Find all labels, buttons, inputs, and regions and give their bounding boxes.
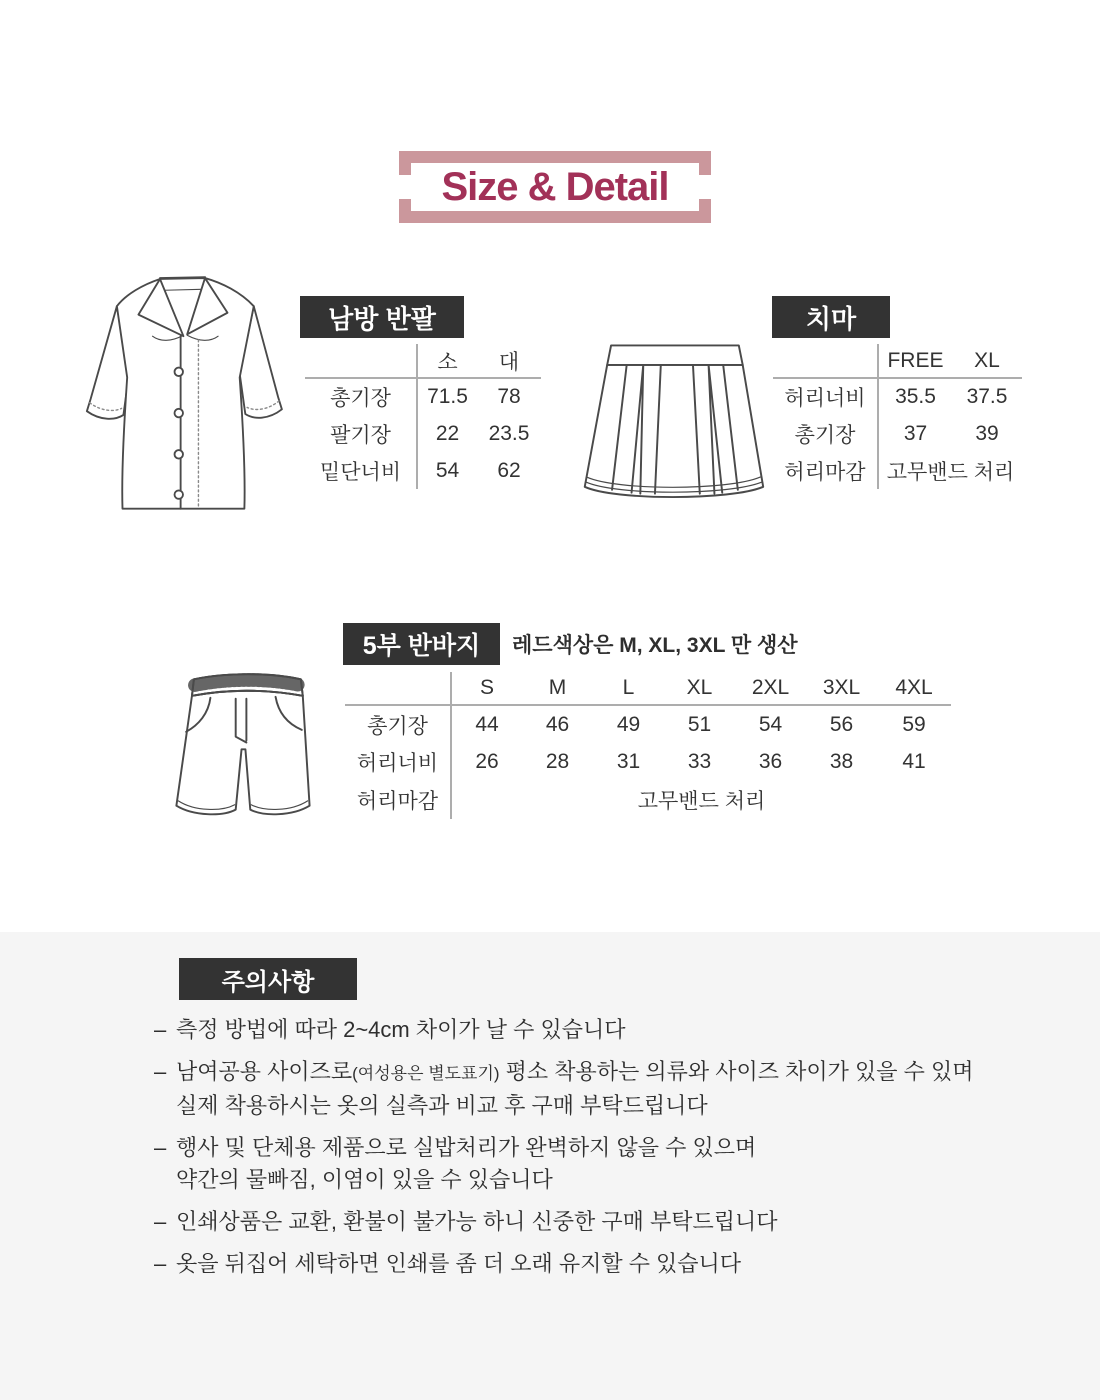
bullet-dash: – (154, 1209, 167, 1234)
skirt-label: 치마 (772, 296, 890, 338)
size-value: 33 (687, 750, 712, 773)
size-value-span: 고무밴드 처리 (637, 790, 766, 813)
row-label: 허리너비 (345, 743, 451, 781)
list-item (154, 1014, 1054, 1046)
precautions-list (154, 1014, 1054, 1290)
shirt-size-table (305, 344, 541, 489)
shorts-col-header: 4XL (877, 672, 951, 705)
size-value: 56 (829, 712, 854, 736)
skirt-col-header: FREE (878, 344, 952, 378)
size-value: 46 (545, 712, 570, 736)
size-value: 51 (687, 712, 712, 736)
row-label: 팔기장 (305, 415, 417, 452)
section-title (399, 151, 711, 223)
table-row (345, 743, 951, 781)
size-value: 78 (497, 385, 521, 408)
table-row (773, 415, 1022, 452)
shorts-label: 5부 반바지 (343, 623, 500, 665)
precautions-section (0, 932, 1100, 1400)
size-value: 41 (902, 750, 926, 773)
notice-text: 인쇄상품은 교환, 환불이 불가능 하니 신중한 구매 부탁드립니다 (176, 1209, 778, 1234)
table-row (305, 452, 541, 489)
notice-text: 측정 방법에 따라 2~4cm 차이가 날 수 있습니다 (176, 1017, 626, 1042)
row-label: 허리너비 (773, 378, 878, 415)
shorts-col-header: S (451, 672, 522, 705)
table-row (345, 781, 951, 819)
table-row (305, 378, 541, 415)
bullet-dash: – (154, 1059, 167, 1084)
shorts-col-header: L (593, 672, 664, 705)
shorts-production-note: 레드색상은 M, XL, 3XL 만 생산 (512, 634, 798, 657)
bullet-dash: – (154, 1135, 167, 1160)
list-item (154, 1206, 1054, 1238)
shorts-col-header: XL (664, 672, 735, 705)
notice-text: 행사 및 단체용 제품으로 실밥처리가 완벽하지 않을 수 있으며 (176, 1135, 757, 1160)
size-value: 49 (616, 712, 641, 736)
shirt-col-header: 소 (417, 344, 477, 378)
size-value: 26 (475, 750, 499, 773)
skirt-illustration (575, 335, 770, 507)
skirt-col-header: XL (952, 344, 1022, 378)
title-bracket-bottom (399, 211, 711, 223)
shirt-illustration (70, 263, 295, 535)
size-value: 22 (435, 421, 460, 445)
row-label: 총기장 (345, 705, 451, 743)
table-row (773, 378, 1022, 415)
row-label: 허리마감 (773, 452, 878, 489)
size-value: 71.5 (427, 385, 468, 408)
size-value: 37.5 (966, 385, 1008, 408)
shirt-label: 남방 반팔 (300, 296, 464, 338)
precautions-label: 주의사항 (179, 958, 357, 1000)
notice-text-small: (여성용은 별도표기) (352, 1064, 500, 1083)
table-row (305, 415, 541, 452)
row-label: 총기장 (773, 415, 878, 452)
size-value: 39 (975, 421, 999, 445)
shorts-illustration (150, 655, 335, 830)
row-label: 밑단너비 (305, 452, 417, 489)
notice-text: 옷을 뒤집어 세탁하면 인쇄를 좀 더 오래 유지할 수 있습니다 (176, 1251, 742, 1276)
size-value: 62 (497, 458, 521, 482)
shorts-col-header: 2XL (735, 672, 806, 705)
size-value: 54 (758, 712, 783, 736)
list-item (154, 1056, 1054, 1122)
shorts-col-header: 3XL (806, 672, 877, 705)
bullet-dash: – (154, 1251, 167, 1276)
size-value: 54 (435, 458, 460, 482)
size-value: 28 (545, 750, 570, 773)
size-value-span: 고무밴드 처리 (886, 460, 1015, 484)
list-item (154, 1132, 1054, 1196)
table-row (773, 452, 1022, 489)
notice-text: 약간의 물빠짐, 이염이 있을 수 있습니다 (176, 1167, 553, 1192)
page-title: Size & Detail (441, 164, 669, 209)
notice-text: 남여공용 사이즈로(여성용은 별도표기) 평소 착용하는 의류와 사이즈 차이가 있을 수 있며 (176, 1059, 974, 1084)
size-value: 37 (903, 421, 928, 445)
list-item (154, 1248, 1054, 1280)
shorts-size-table (345, 672, 951, 819)
skirt-size-table (773, 344, 1022, 489)
size-value: 36 (758, 750, 783, 773)
table-row (345, 705, 951, 743)
size-value: 38 (829, 750, 854, 773)
size-value: 44 (475, 712, 499, 736)
size-value: 35.5 (895, 385, 936, 408)
size-value: 59 (902, 712, 926, 736)
notice-text: 실제 착용하시는 옷의 실측과 비교 후 구매 부탁드립니다 (176, 1093, 708, 1118)
shirt-col-header: 대 (477, 344, 541, 378)
row-label: 허리마감 (345, 781, 451, 819)
row-label: 총기장 (305, 378, 417, 415)
bullet-dash: – (154, 1017, 167, 1042)
title-bracket-top (399, 151, 711, 163)
size-value: 23.5 (488, 421, 530, 445)
size-value: 31 (616, 750, 641, 773)
shorts-col-header: M (522, 672, 593, 705)
